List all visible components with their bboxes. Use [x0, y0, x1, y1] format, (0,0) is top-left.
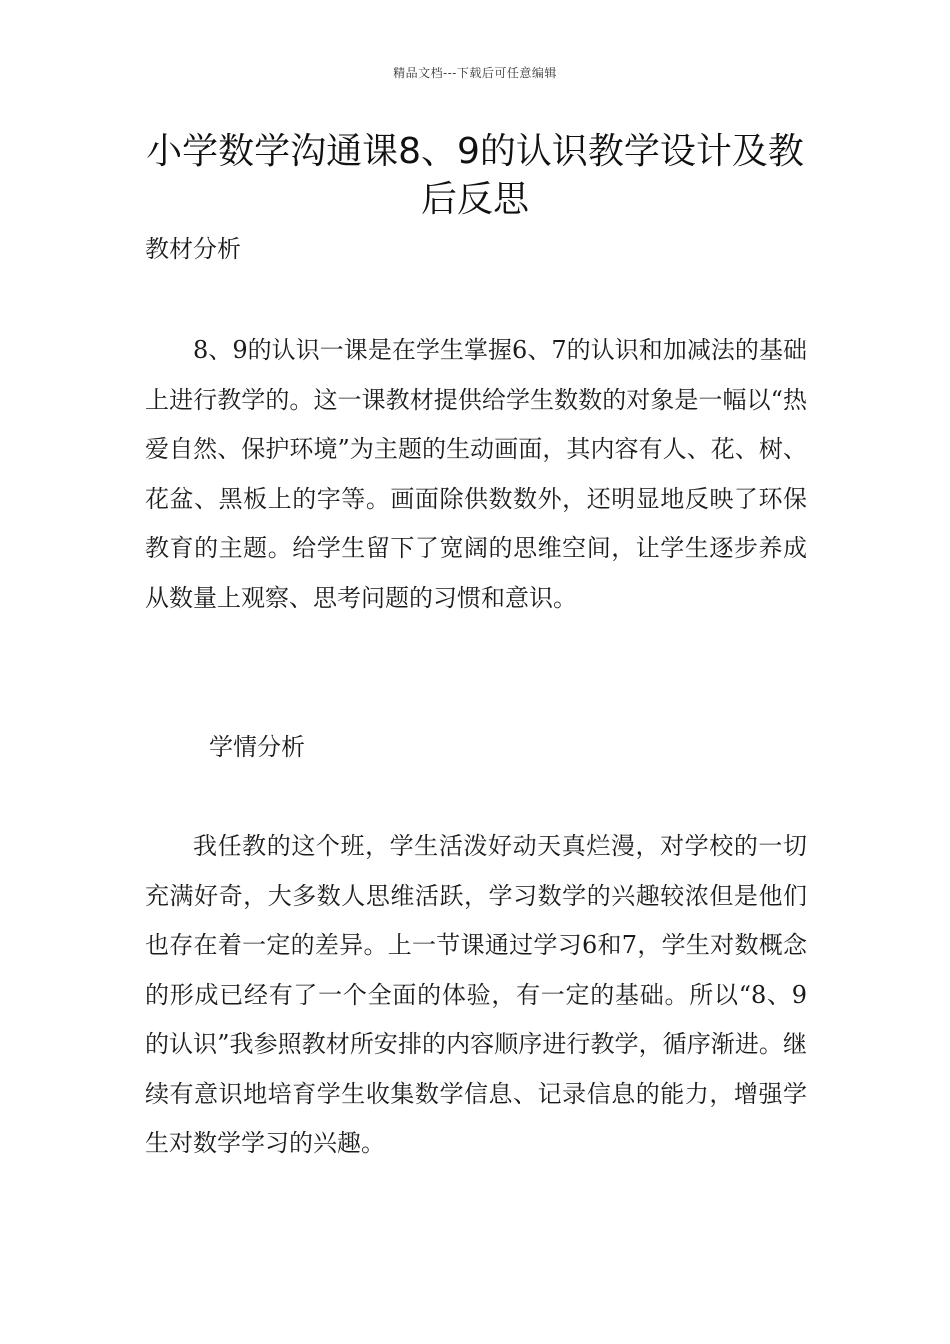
section-heading-student-analysis: 学情分析 — [209, 733, 305, 761]
paragraph-textbook-analysis: 8、9的认识一课是在学生掌握6、7的认识和加减法的基础上进行教学的。这一课教材提供给学生数数的对象是一幅以“热爱自然、保护环境”为主题的生动画面，其内容有人、花、树、花盆、黑板上的字等。画面除供数数外，还明显地反映了环保教育的主题。给学生留下了宽阔的思维空间，让学生逐步养成从数量上观察、思考问题的习惯和意识。 — [145, 336, 807, 612]
section-heading-textbook-analysis: 教材分析 — [145, 235, 241, 263]
paragraph-student-analysis: 我任教的这个班，学生活泼好动天真烂漫，对学校的一切充满好奇，大多数人思维活跃，学习数学的兴趣较浓但是他们也存在着一定的差异。上一节课通过学习6和7，学生对数概念的形成已经有了一个全面的体验，有一定的基础。所以“8、9的认识”我参照教材所安排的内容顺序进行教学，循序渐进。继续有意识地培育学生收集数学信息、记录信息的能力，增强学生对数学学习的兴趣。 — [145, 832, 807, 1157]
header-note: 精品文档---下载后可任意编辑 — [393, 66, 557, 80]
document-title: 小学数学沟通课8、9的认识教学设计及教后反思 — [146, 131, 804, 220]
